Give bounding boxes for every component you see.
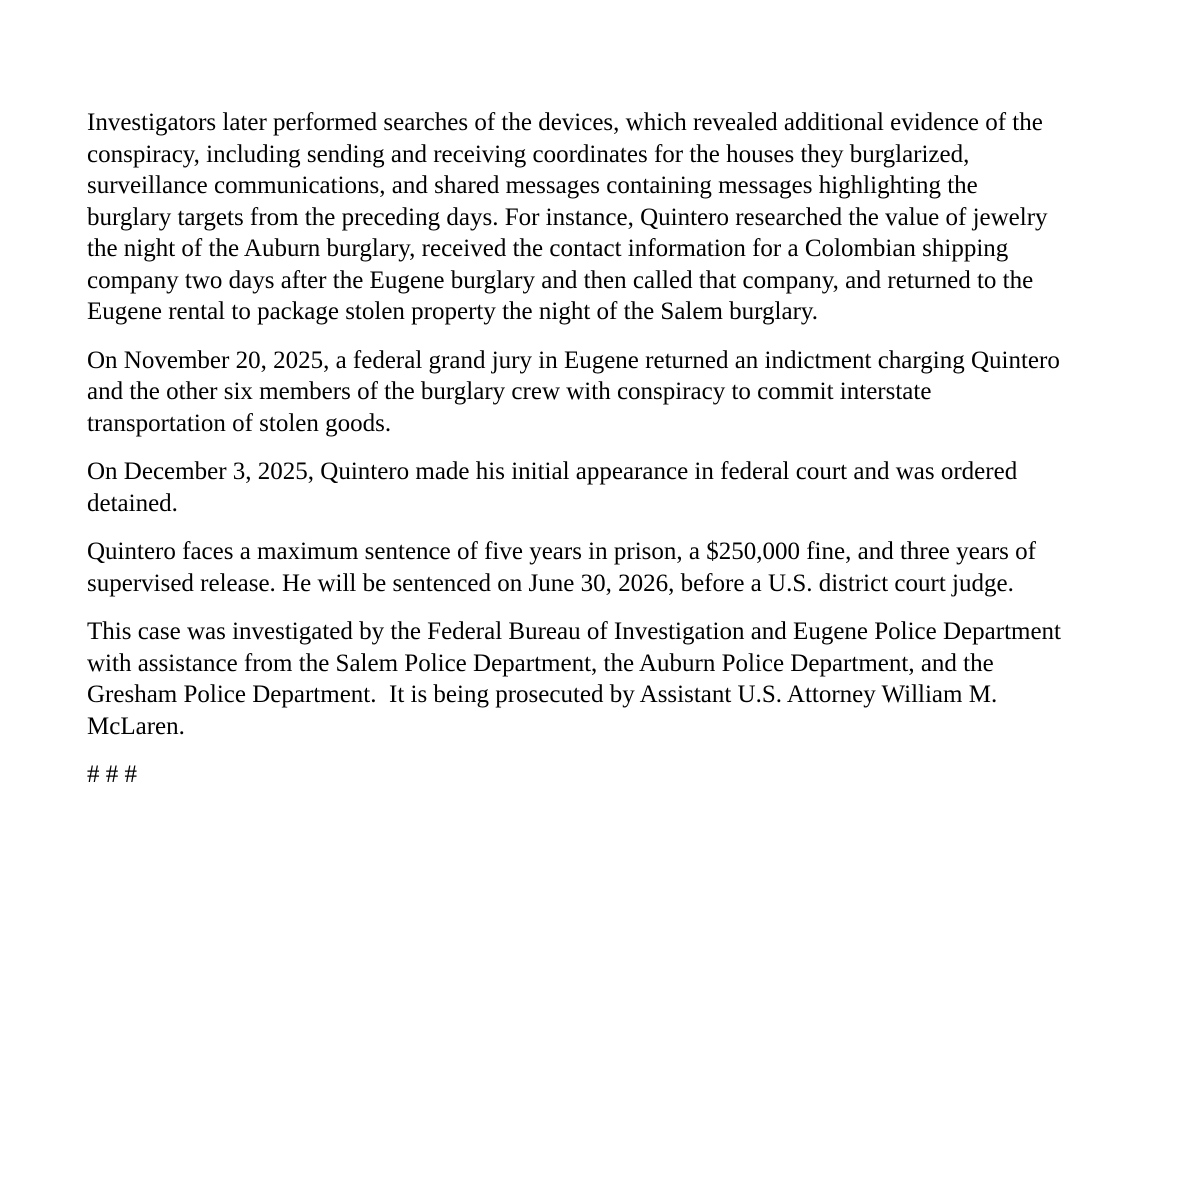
text-line: company two days after the Eugene burglary and then called that company, and returned to the — [87, 266, 1034, 294]
text-line: On December 3, 2025, Quintero made his initial appearance in federal court and was ordered — [87, 458, 1018, 485]
text-line: On November 20, 2025, a federal grand jury in Eugene returned an indictment charging Quintero — [87, 346, 1060, 374]
end-of-release-mark: # # # — [87, 761, 137, 788]
text-line: Eugene rental to package stolen property the night of the Salem burglary. — [87, 298, 819, 325]
text-line: surveillance communications, and shared messages containing messages highlighting the — [87, 172, 978, 199]
paragraph-investigation-credits — [87, 616, 1167, 742]
paragraph-indictment — [87, 345, 1167, 440]
text-line: supervised release. He will be sentenced on June 30, 2026, before a U.S. district court judge. — [87, 569, 1014, 597]
text-line: with assistance from the Salem Police Department, the Auburn Police Department, and the — [87, 649, 994, 677]
text-line: Quintero faces a maximum sentence of five years in prison, a $250,000 fine, and three years of — [87, 538, 1036, 565]
paragraph-device-searches — [87, 107, 1167, 328]
paragraph-initial-appearance — [87, 456, 1167, 519]
text-line: Investigators later performed searches of the devices, which revealed additional evidence of the — [87, 109, 1043, 136]
text-line: Gresham Police Department. It is being prosecuted by Assistant U.S. Attorney William M. — [87, 681, 998, 708]
paragraph-sentencing — [87, 536, 1167, 599]
text-line: This case was investigated by the Federal Bureau of Investigation and Eugene Police Department — [87, 618, 1061, 645]
text-line: the night of the Auburn burglary, received the contact information for a Colombian shipping — [87, 235, 1009, 262]
text-line: transportation of stolen goods. — [87, 409, 392, 437]
text-line: conspiracy, including sending and receiving coordinates for the houses they burglarized, — [87, 140, 970, 168]
text-line: detained. — [87, 489, 178, 517]
text-line: burglary targets from the preceding days. For instance, Quintero researched the value of jewelry — [87, 203, 1048, 231]
text-line: and the other six members of the burglary crew with conspiracy to commit interstate — [87, 378, 932, 405]
text-line: McLaren. — [87, 712, 185, 740]
press-release-body — [87, 107, 1167, 791]
